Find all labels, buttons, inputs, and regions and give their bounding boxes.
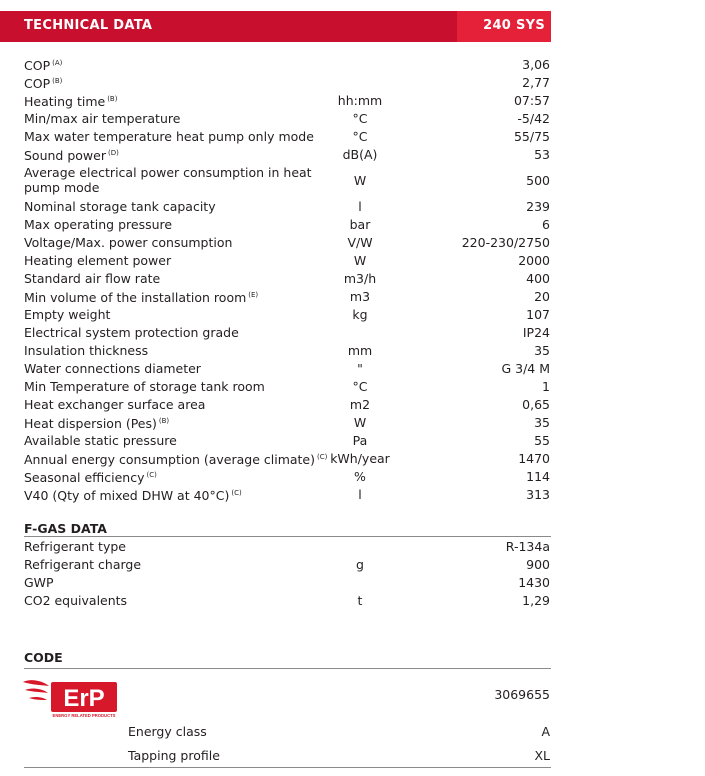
row-label: Water connections diameter xyxy=(24,360,201,376)
table-row xyxy=(24,359,550,377)
row-value: 35 xyxy=(534,342,550,358)
row-label-cell xyxy=(24,111,330,126)
row-unit: kWh/year xyxy=(330,450,390,466)
row-label-cell xyxy=(24,56,330,73)
row-value: 114 xyxy=(526,468,550,484)
row-label-cell xyxy=(24,468,330,485)
row-label: Refrigerant type xyxy=(24,538,126,554)
footnote-marker: (C) xyxy=(146,470,157,479)
row-unit: hh:mm xyxy=(337,92,383,108)
row-label: Heat dispersion (Pes) xyxy=(24,415,157,431)
row-value: 313 xyxy=(526,486,550,502)
row-label-cell xyxy=(24,199,330,214)
row-label-cell xyxy=(24,414,330,431)
row-label-cell xyxy=(24,288,330,305)
row-value: 220-230/2750 xyxy=(461,234,550,250)
row-value: 2,77 xyxy=(522,74,550,90)
table-row xyxy=(24,573,550,591)
row-value: 1 xyxy=(542,378,550,394)
list-item xyxy=(128,748,550,772)
svg-text:ErP: ErP xyxy=(63,685,105,712)
row-value: 1,29 xyxy=(522,592,550,608)
table-row xyxy=(24,555,550,573)
table-row xyxy=(24,269,550,287)
row-label: Min/max air temperature xyxy=(24,110,181,126)
svg-text:ENERGY RELATED PRODUCTS: ENERGY RELATED PRODUCTS xyxy=(52,713,116,718)
row-value: 1470 xyxy=(518,450,550,466)
row-unit: °C xyxy=(352,110,368,126)
row-unit: g xyxy=(356,556,364,572)
row-unit: t xyxy=(357,592,363,608)
row-value: G 3/4 M xyxy=(501,360,550,376)
model-name: 240 SYS xyxy=(483,18,545,33)
footnote-marker: (C) xyxy=(317,452,328,461)
section-title-code: CODE xyxy=(24,650,63,665)
row-value: 2000 xyxy=(518,252,550,268)
row-value: 400 xyxy=(526,270,550,286)
row-label-cell xyxy=(24,486,330,503)
row-unit: °C xyxy=(352,128,368,144)
row-value: 500 xyxy=(526,172,550,188)
section-title-fgas: F-GAS DATA xyxy=(24,521,107,536)
table-row xyxy=(24,145,550,163)
row-label: Available static pressure xyxy=(24,432,177,448)
table-row xyxy=(24,305,550,323)
row-unit: " xyxy=(357,360,363,376)
row-value: 3,06 xyxy=(522,56,550,72)
row-unit: dB(A) xyxy=(342,146,378,162)
footnote-marker: (B) xyxy=(158,416,170,425)
row-label: GWP xyxy=(24,574,54,590)
row-value: IP24 xyxy=(522,324,550,340)
table-row xyxy=(24,591,550,609)
technical-data-table xyxy=(24,55,550,503)
table-row xyxy=(24,287,550,305)
row-label: Voltage/Max. power consumption xyxy=(24,234,233,250)
row-value: 0,65 xyxy=(522,396,550,412)
table-row xyxy=(24,449,550,467)
row-unit: W xyxy=(353,414,367,430)
row-unit: W xyxy=(353,172,367,188)
row-unit: Pa xyxy=(352,432,368,448)
row-label-cell xyxy=(24,325,330,340)
row-label: Insulation thickness xyxy=(24,342,149,358)
row-label: Annual energy consumption (average climate) xyxy=(24,451,316,467)
row-value: 55 xyxy=(534,432,550,448)
row-label: CO2 equivalents xyxy=(24,592,128,608)
row-label-cell xyxy=(24,271,330,286)
row-label: Seasonal efficiency xyxy=(24,469,145,485)
table-row xyxy=(24,215,550,233)
table-row xyxy=(24,431,550,449)
row-label: Electrical system protection grade xyxy=(24,324,239,340)
technical-data-header xyxy=(0,11,551,42)
table-row xyxy=(24,467,550,485)
row-label-cell xyxy=(24,307,330,322)
footnote-marker: (B) xyxy=(52,76,63,85)
row-label-cell xyxy=(24,217,330,232)
table-row xyxy=(24,109,550,127)
footnote-marker: (B) xyxy=(107,94,118,103)
row-value: 35 xyxy=(534,414,550,430)
row-unit: m2 xyxy=(349,396,371,412)
row-label: V40 (Qty of mixed DHW at 40°C) xyxy=(24,487,230,503)
row-label: Max operating pressure xyxy=(24,216,173,232)
table-row xyxy=(24,163,550,197)
row-unit: V/W xyxy=(347,234,373,250)
table-row xyxy=(24,395,550,413)
row-label-cell xyxy=(24,235,330,250)
row-label-cell xyxy=(24,129,330,144)
row-label: Heat exchanger surface area xyxy=(24,396,206,412)
row-unit: m3/h xyxy=(343,270,377,286)
row-label: Sound power xyxy=(24,147,106,163)
product-code: 3069655 xyxy=(494,687,550,702)
row-value: R-134a xyxy=(505,538,550,554)
row-value: XL xyxy=(534,748,550,763)
row-label-cell xyxy=(24,343,330,358)
table-row xyxy=(24,537,550,555)
section-title-technical-data: TECHNICAL DATA xyxy=(24,18,153,33)
row-unit: l xyxy=(358,198,362,214)
row-value: -5/42 xyxy=(517,110,550,126)
code-divider xyxy=(24,668,551,669)
row-unit: °C xyxy=(352,378,368,394)
row-value: 6 xyxy=(542,216,550,232)
row-value: 07:57 xyxy=(513,92,550,108)
row-label-cell xyxy=(24,379,330,394)
row-value: 239 xyxy=(526,198,550,214)
table-row xyxy=(24,251,550,269)
row-label: Energy class xyxy=(128,724,207,739)
row-label: COP xyxy=(24,75,51,91)
row-label: Empty weight xyxy=(24,306,111,322)
row-value: 107 xyxy=(526,306,550,322)
fgas-data-table xyxy=(24,537,550,609)
table-row xyxy=(24,377,550,395)
row-label: Average electrical power consumption in heat pump mode xyxy=(24,165,312,195)
row-label-cell xyxy=(24,361,330,376)
row-label-cell xyxy=(24,165,330,195)
row-label: Min volume of the installation room xyxy=(24,289,247,305)
row-label: Max water temperature heat pump only mode xyxy=(24,128,314,144)
row-label: Standard air flow rate xyxy=(24,270,161,286)
table-row xyxy=(24,55,550,73)
bottom-divider xyxy=(24,767,551,768)
row-unit: W xyxy=(353,252,367,268)
row-value: 55/75 xyxy=(513,128,550,144)
row-label: Heating element power xyxy=(24,252,172,268)
table-row xyxy=(24,73,550,91)
row-unit: mm xyxy=(347,342,373,358)
row-label-cell xyxy=(24,397,330,412)
row-label-cell xyxy=(24,433,330,448)
row-label: Refrigerant charge xyxy=(24,556,142,572)
row-label-cell xyxy=(24,146,330,163)
table-row xyxy=(24,197,550,215)
footnote-marker: (E) xyxy=(248,290,259,299)
row-value: 20 xyxy=(534,288,550,304)
table-row xyxy=(24,127,550,145)
row-unit: kg xyxy=(352,306,368,322)
row-unit: l xyxy=(358,486,362,502)
erp-data-list xyxy=(128,724,550,772)
row-label: Heating time xyxy=(24,93,106,109)
table-row xyxy=(24,233,550,251)
table-row xyxy=(24,485,550,503)
footnote-marker: (D) xyxy=(107,148,119,157)
list-item xyxy=(128,724,550,748)
row-value: A xyxy=(541,724,550,739)
row-label: Nominal storage tank capacity xyxy=(24,198,216,214)
footnote-marker: (A) xyxy=(52,58,63,67)
row-label: Min Temperature of storage tank room xyxy=(24,378,265,394)
row-label-cell xyxy=(24,450,330,467)
table-row xyxy=(24,413,550,431)
row-label-cell xyxy=(24,74,330,91)
footnote-marker: (C) xyxy=(231,488,242,497)
row-value: 53 xyxy=(534,146,550,162)
row-label-cell xyxy=(24,253,330,268)
row-label: Tapping profile xyxy=(128,748,220,763)
row-value: 900 xyxy=(526,556,550,572)
table-row xyxy=(24,323,550,341)
row-label: COP xyxy=(24,57,51,73)
row-unit: bar xyxy=(349,216,371,232)
table-row xyxy=(24,341,550,359)
row-value: 1430 xyxy=(518,574,550,590)
row-unit: % xyxy=(354,468,366,484)
table-row xyxy=(24,91,550,109)
row-label-cell xyxy=(24,92,330,109)
row-unit: m3 xyxy=(349,288,371,304)
erp-logo xyxy=(21,676,119,718)
